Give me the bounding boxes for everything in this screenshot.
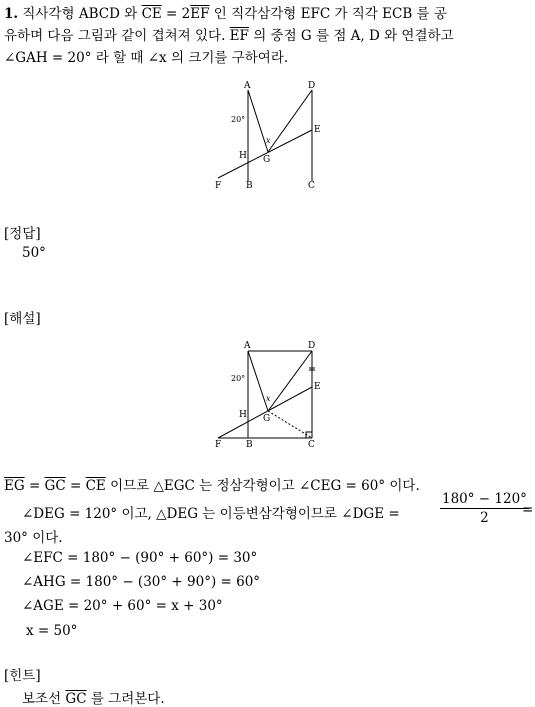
fraction-denominator: 2 — [480, 510, 489, 526]
label-c: C — [308, 440, 315, 450]
explanation-line-4: ∠EFC = 180° − (90° + 60°) = 30° — [22, 550, 258, 566]
equals-2: = — [69, 478, 82, 494]
segment-ce: $\overline{CE}$ — [85, 478, 106, 494]
edge-dg — [268, 90, 312, 152]
equals-two: = 2 — [166, 6, 191, 22]
label-c: C — [308, 181, 315, 191]
label-f: F — [215, 440, 222, 450]
edge-fe — [218, 130, 312, 178]
explanation-line-2: ∠DEG = 120° 이고, △DEG 는 이등변삼각형이므로 ∠DGE = — [22, 506, 400, 522]
edge-ag — [248, 351, 268, 411]
explanation-line-5: ∠AHG = 180° − (30° + 90°) = 60° — [22, 574, 261, 590]
problem-text-b: 인 직각삼각형 EFC 가 직각 ECB 를 공 — [213, 6, 447, 22]
problem-line-1 — [4, 2, 447, 22]
label-h: H — [239, 410, 247, 420]
explanation-line-6: ∠AGE = 20° + 60° = x + 30° — [22, 598, 223, 614]
segment-ef: $\overline{EF}$ — [190, 6, 210, 22]
label-e: E — [314, 125, 321, 135]
label-g: G — [263, 155, 271, 165]
label-b: B — [246, 181, 253, 191]
equals-1: = — [28, 478, 41, 494]
explanation-rest-1: 이므로 △EGC 는 정삼각형이고 ∠CEG = 60° 이다. — [110, 478, 420, 494]
answer-value: 50° — [22, 245, 46, 261]
explanation-line-3: 30° 이다. — [4, 530, 63, 546]
label-d: D — [308, 341, 316, 351]
edge-ag — [248, 90, 268, 152]
segment-eg: $\overline{EG}$ — [4, 478, 25, 494]
segment-ce: $\overline{CE}$ — [141, 6, 162, 22]
label-angle: 20° — [231, 115, 246, 124]
label-g: G — [263, 414, 271, 424]
edge-gc-dashed — [268, 411, 312, 438]
label-d: D — [308, 81, 316, 91]
hint-header: [힌트] — [4, 668, 41, 684]
segment-ef-2: $\overline{EF}$ — [229, 28, 249, 44]
fraction-numerator: 180° − 120° — [442, 491, 527, 507]
segment-gc-hint: $\overline{GC}$ — [65, 691, 87, 707]
label-x: x — [266, 136, 271, 145]
hint-pre: 보조선 — [22, 691, 62, 707]
explanation-line-7: x = 50° — [26, 623, 78, 639]
problem-text-2-tail: 의 중점 G 를 점 A, D 와 연결하고 — [253, 28, 454, 44]
label-a: A — [244, 341, 251, 351]
edge-dg — [268, 351, 312, 411]
label-b: B — [246, 440, 253, 450]
hint-post: 를 그려본다. — [90, 691, 165, 707]
label-h: H — [239, 151, 247, 161]
label-f: F — [215, 181, 222, 191]
label-a: A — [244, 81, 251, 91]
hint-text — [22, 687, 165, 707]
segment-gc: $\overline{GC}$ — [44, 478, 66, 494]
label-angle: 20° — [231, 374, 246, 383]
problem-line-3: ∠GAH = 20° 라 할 때 ∠x 의 크기를 구하여라. — [4, 50, 289, 66]
problem-text-2: 유하며 다음 그림과 같이 겹쳐져 있다. — [4, 28, 226, 44]
label-e: E — [314, 382, 321, 392]
problem-number: 1. — [4, 6, 19, 22]
fraction — [440, 491, 529, 526]
explanation-header: [해설] — [4, 311, 41, 327]
edge-fe — [218, 387, 312, 438]
answer-header: [정답] — [4, 226, 41, 242]
problem-figure — [200, 78, 340, 193]
problem-text-a: 직사각형 ABCD 와 — [22, 6, 138, 22]
label-x: x — [266, 394, 271, 403]
explanation-line-1 — [4, 474, 420, 494]
equals-3: = — [522, 502, 534, 518]
problem-line-2 — [4, 24, 454, 44]
explanation-figure — [200, 335, 340, 450]
